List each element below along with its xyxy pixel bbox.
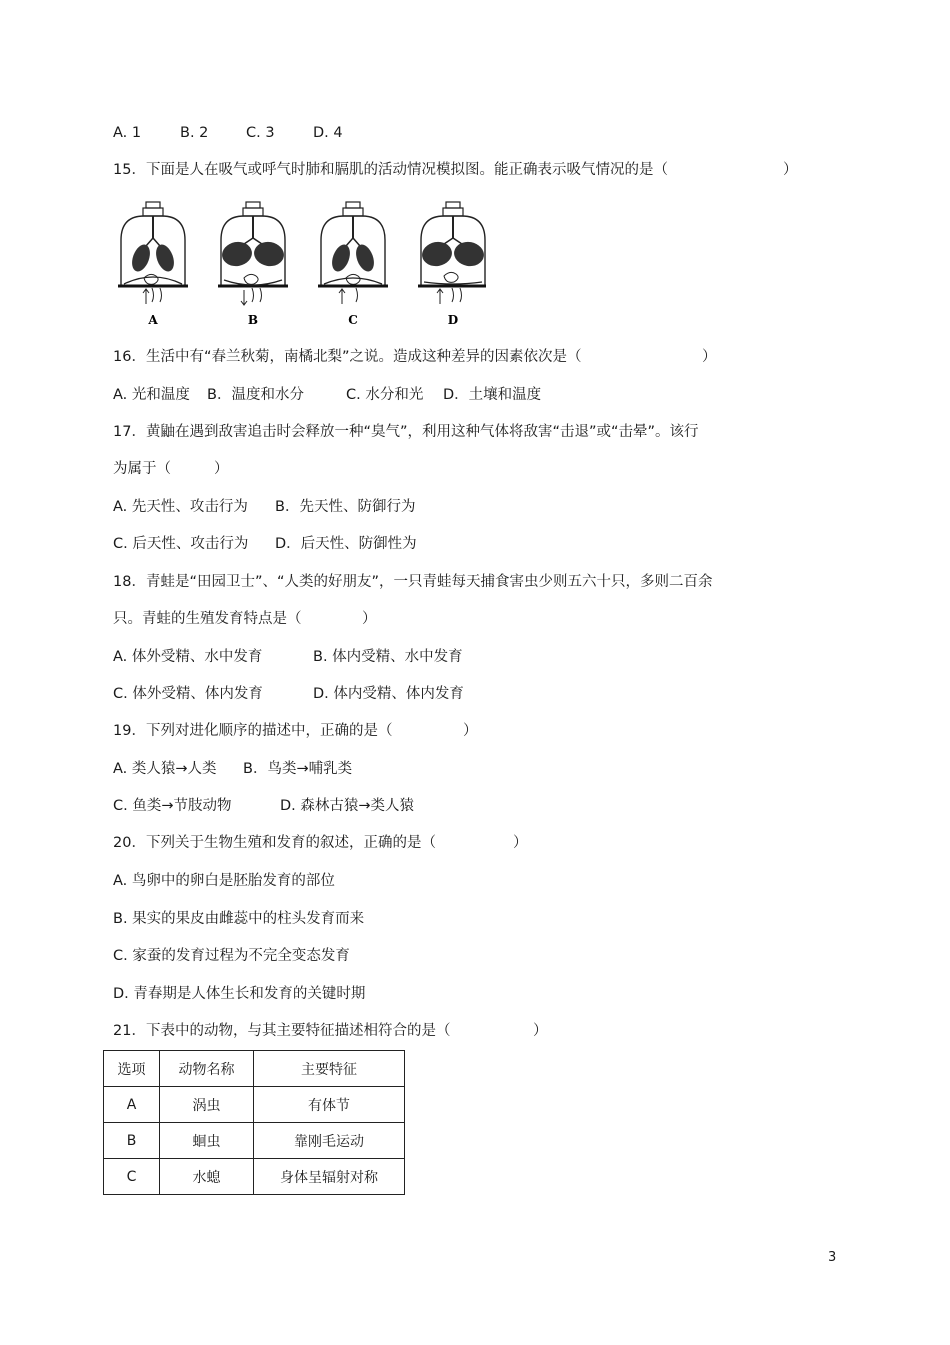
figure-label-c: C [348,313,358,327]
q17-option-a: A. 先天性、攻击行为 [113,499,248,515]
q19-option-c: C. 鱼类→节肢动物 [113,798,232,814]
q21-question: 21．下表中的动物，与其主要特征描述相符合的是（ [113,1023,451,1039]
table-header-row [104,1051,405,1087]
table-row [104,1159,405,1195]
q17-option-d: D．后天性、防御性为 [275,536,417,552]
q16-option-b: B．温度和水分 [207,387,304,403]
q15-question: 15．下面是人在吸气或呼气时肺和膈肌的活动情况模拟图。能正确表示吸气情况的是（ [113,162,668,178]
q20-option-d: D. 青春期是人体生长和发育的关键时期 [113,986,366,1002]
table-cell: 水螅 [160,1159,254,1195]
breathing-model-figure [116,200,486,332]
table-header: 动物名称 [160,1051,254,1087]
q16-question: 16．生活中有“春兰秋菊，南橘北梨”之说。造成这种差异的因素依次是（ [113,349,582,365]
q17-question-line1: 17．黄鼬在遇到敌害追击时会释放一种“臭气”，利用这种气体将敌害“击退”或“击晕”。该行 [113,424,699,440]
q18-option-d: D. 体内受精、体内发育 [313,686,464,702]
table-cell: C [104,1159,160,1195]
q19-option-a: A. 类人猿→人类 [113,761,217,777]
q20-option-a: A. 鸟卵中的卵白是胚胎发育的部位 [113,873,335,889]
q14-option-a: A. 1 [113,125,142,141]
table-cell: 有体节 [254,1087,405,1123]
q16-option-d: D．土壤和温度 [443,387,542,403]
q16-close-paren: ） [702,349,717,365]
q18-option-b: B. 体内受精、水中发育 [313,649,463,665]
figure-label-b: B [247,313,259,327]
q20-close-paren: ） [513,835,528,851]
table-cell: A [104,1087,160,1123]
q17-option-c: C. 后天性、攻击行为 [113,536,249,552]
q16-option-a: A. 光和温度 [113,387,190,403]
q20-option-b: B. 果实的果皮由雌蕊中的柱头发育而来 [113,911,365,927]
table-row [104,1087,405,1123]
q20-option-c: C. 家蚕的发育过程为不完全变态发育 [113,948,350,964]
q21-close-paren: ） [533,1023,548,1039]
q19-question: 19．下列对进化顺序的描述中，正确的是（ [113,723,393,739]
figure-label-a: A [148,313,158,327]
q18-option-a: A. 体外受精、水中发育 [113,649,263,665]
table-cell: 靠刚毛运动 [254,1123,405,1159]
q16-option-c: C. 水分和光 [346,387,424,403]
q19-option-b: B．鸟类→哺乳类 [243,761,353,777]
model-a [118,202,188,304]
table-cell: 身体呈辐射对称 [254,1159,405,1195]
q18-question-line1: 18．青蛙是“田园卫士”、“人类的好朋友”，一只青蛙每天捕食害虫少则五六十只，多则二百余 [113,574,713,590]
table-cell: B [104,1123,160,1159]
q17-close-paren: ） [214,461,229,477]
table-cell: 蛔虫 [160,1123,254,1159]
q15-close-paren: ） [783,162,798,178]
q14-option-c: C. 3 [246,125,275,141]
model-d [418,202,486,304]
table-header: 选项 [104,1051,160,1087]
q14-option-b: B. 2 [180,125,209,141]
q21-table [103,1050,405,1195]
model-c [318,202,388,304]
q18-option-c: C. 体外受精、体内发育 [113,686,263,702]
q19-option-d: D. 森林古猿→类人猿 [280,798,415,814]
figure-label-d: D [447,313,459,327]
model-b [218,202,288,305]
q20-question: 20．下列关于生物生殖和发育的叙述，正确的是（ [113,835,436,851]
table-header: 主要特征 [254,1051,405,1087]
page-number: 3 [828,1250,837,1265]
q17-option-b: B．先天性、防御行为 [275,499,416,515]
q18-close-paren: ） [362,611,377,627]
q17-question-line2: 为属于（ [113,461,171,477]
q19-close-paren: ） [463,723,478,739]
q14-option-d: D. 4 [313,125,343,141]
table-cell: 涡虫 [160,1087,254,1123]
table-row [104,1123,405,1159]
q18-question-line2: 只。青蛙的生殖发育特点是（ [113,611,302,627]
